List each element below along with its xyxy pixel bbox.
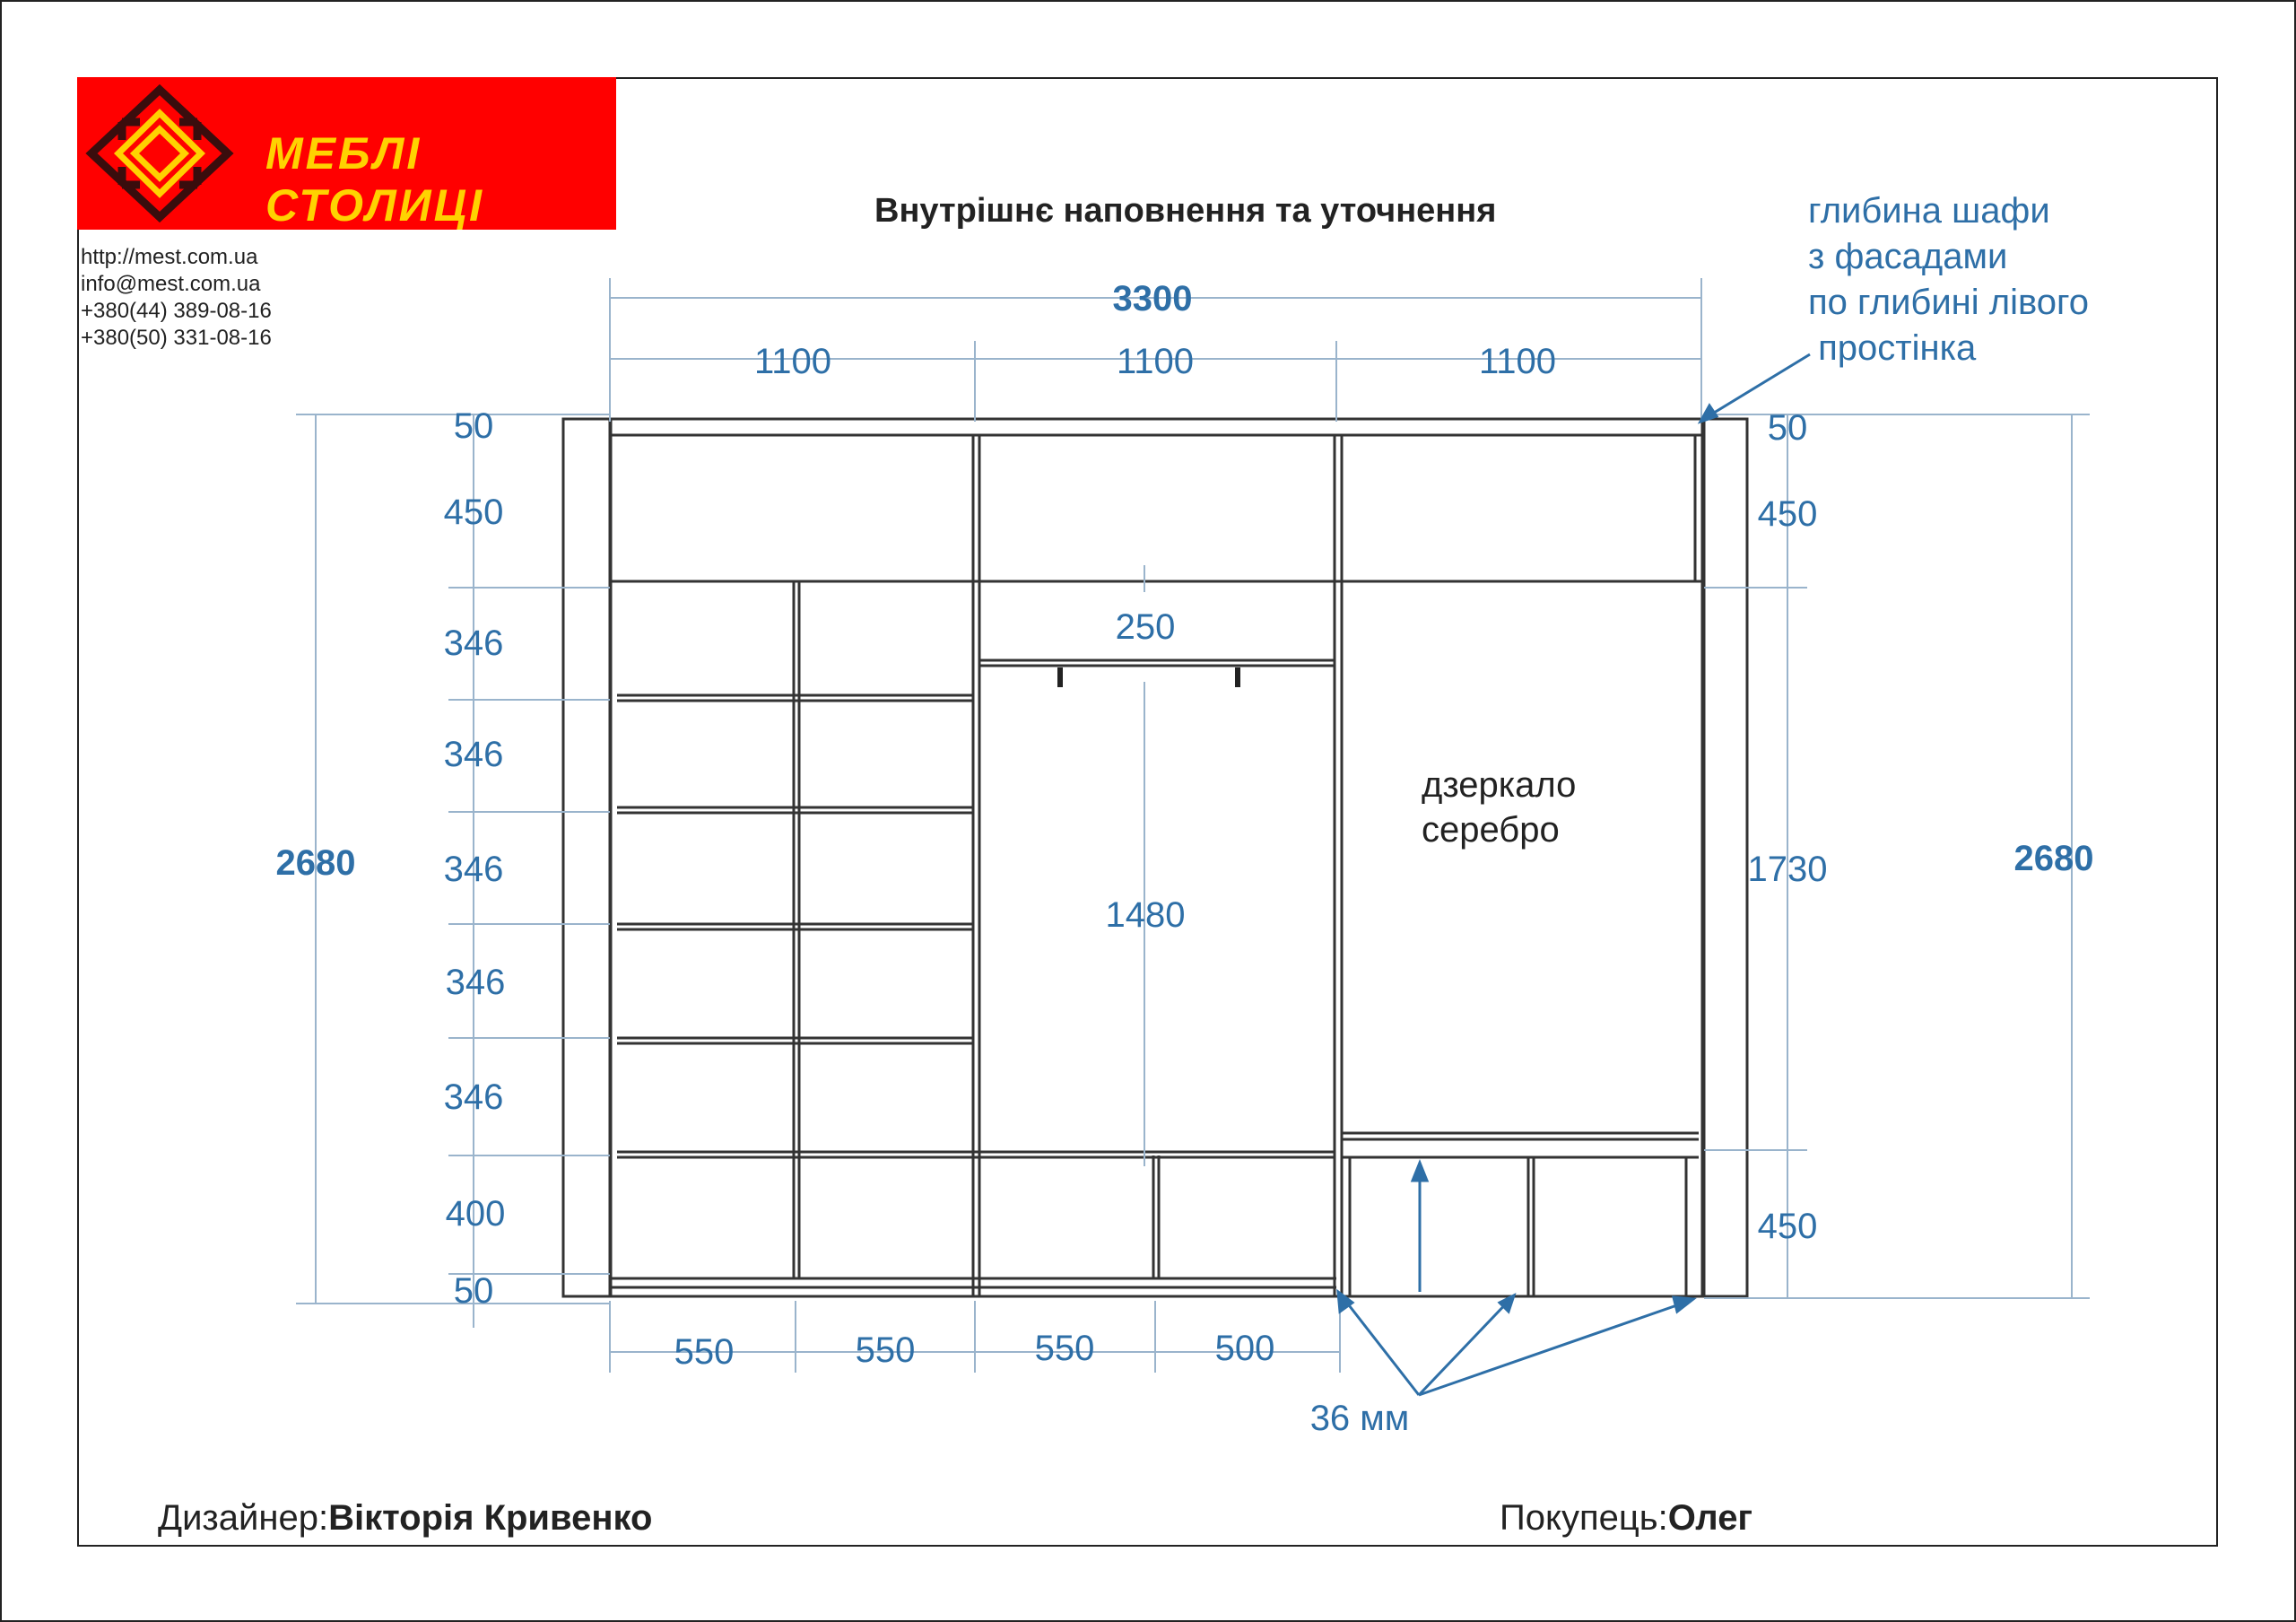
dim-section-1: 1100: [753, 342, 832, 381]
page-title: Внутрішнє наповнення та уточнення: [874, 192, 1497, 230]
dim-left-mezz: 450: [443, 493, 504, 532]
dim-height-left: 2680: [275, 843, 356, 883]
dim-hanging: 1480: [1105, 895, 1186, 935]
dim-thickness: 36 мм: [1309, 1399, 1410, 1438]
customer-info: [1500, 1498, 1752, 1539]
depth-note-line: простінка: [1808, 328, 1977, 368]
hook-icon: [1057, 667, 1240, 687]
dimension-lines: [296, 278, 2090, 1373]
dim-bottom-1: 550: [674, 1332, 735, 1372]
dim-left-plinth: 50: [453, 1271, 494, 1311]
mirror-label-line: дзеркало: [1422, 765, 1577, 805]
dim-section-3: 1100: [1478, 342, 1557, 381]
dim-right-mirror: 1730: [1747, 850, 1828, 889]
dim-total-width: 3300: [1112, 279, 1193, 318]
wardrobe-body: [563, 419, 1747, 1296]
dim-height-right: 2680: [2013, 839, 2094, 878]
customer-name: Олег: [1667, 1498, 1753, 1538]
phone-1: +380(44) 389-08-16: [81, 299, 272, 323]
brand-name: МЕБЛІ СТОЛИЦІ: [265, 128, 484, 231]
dim-rail-gap: 250: [1115, 607, 1176, 647]
dim-right-mezz: 450: [1757, 494, 1818, 534]
dimension-texts: [276, 279, 2094, 1438]
designer-label: Дизайнер:: [158, 1498, 329, 1538]
dim-left-top: 50: [453, 406, 494, 446]
depth-note-line: по глибині лівого: [1808, 283, 2089, 322]
designer-name: Вікторія Кривенко: [328, 1498, 653, 1538]
dim-bottom-2: 550: [855, 1330, 916, 1370]
website-link[interactable]: http://mest.com.ua: [81, 245, 258, 269]
customer-label: Покупець:: [1500, 1498, 1668, 1538]
email-link[interactable]: info@mest.com.ua: [81, 272, 261, 296]
dim-bottom-3: 550: [1034, 1329, 1095, 1368]
dim-shelf: 346: [443, 624, 504, 663]
leader-arrows: [1338, 354, 1810, 1395]
phone-2: +380(50) 331-08-16: [81, 326, 272, 350]
dim-right-top: 50: [1767, 408, 1808, 448]
dim-bottom-4: 500: [1214, 1329, 1275, 1368]
depth-note-line: з фасадами: [1808, 237, 2008, 276]
dim-right-bottom: 450: [1757, 1207, 1818, 1246]
mirror-label-line: серебро: [1422, 810, 1560, 850]
dim-left-bottom-box: 400: [445, 1194, 506, 1234]
dim-shelf: 346: [445, 963, 506, 1002]
dim-shelf: 346: [443, 1077, 504, 1117]
dim-shelf: 346: [443, 735, 504, 774]
designer-info: [158, 1498, 652, 1539]
mirror-label: [1422, 765, 1576, 850]
depth-note-line: глибина шафи: [1808, 191, 2050, 231]
dim-shelf: 346: [443, 850, 504, 889]
dim-section-2: 1100: [1116, 342, 1195, 381]
